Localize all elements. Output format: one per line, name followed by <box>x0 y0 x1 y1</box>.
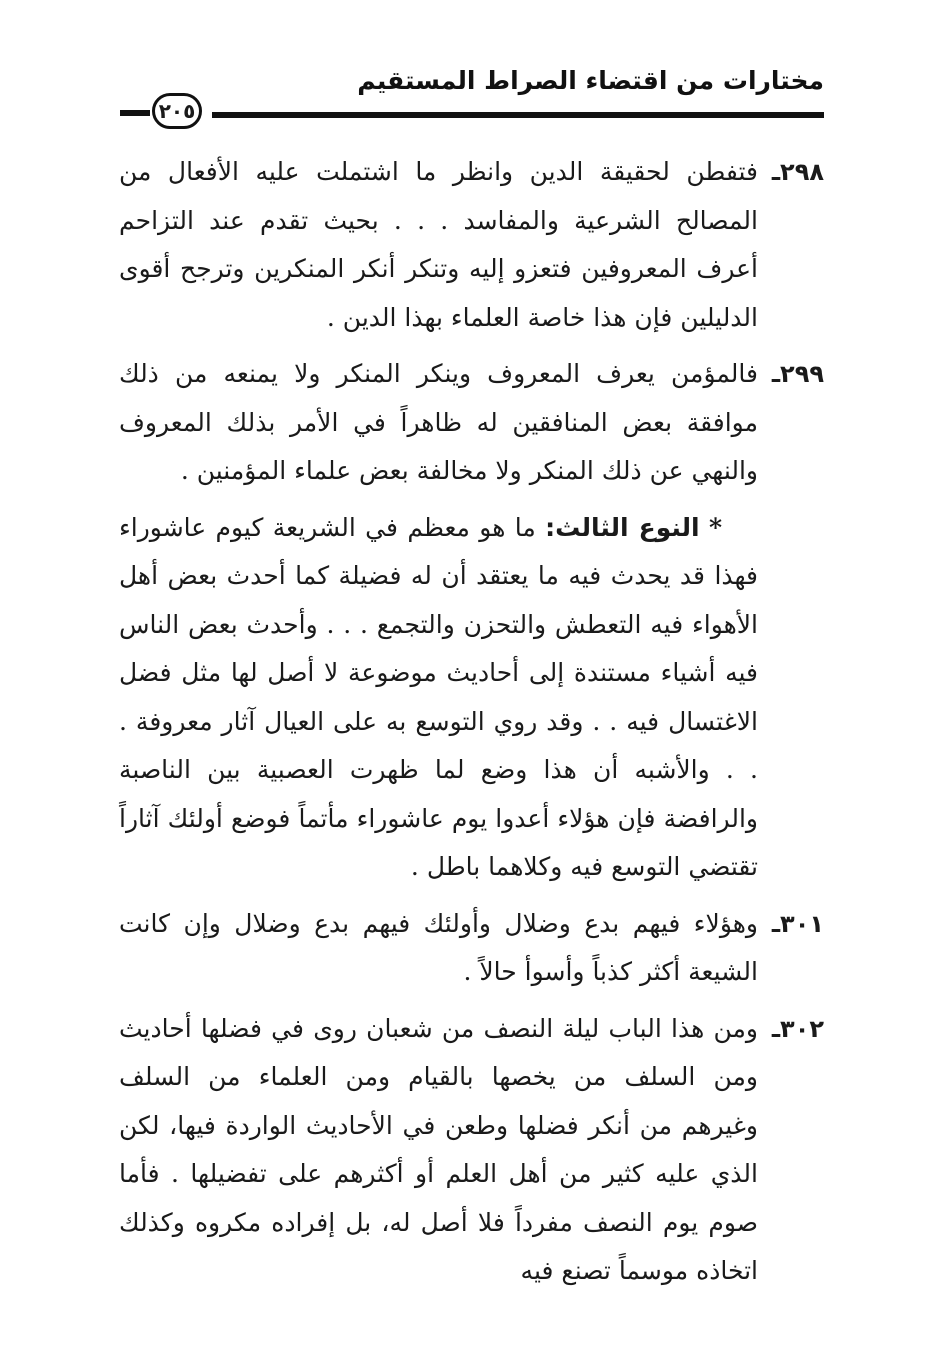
entry-number: ٣٠٢ـ <box>771 1014 824 1043</box>
entry-299 <box>119 350 824 496</box>
section-label: النوع الثالث: <box>545 512 700 542</box>
entry-number: ٢٩٨ـ <box>771 158 824 186</box>
page-body <box>119 148 824 1304</box>
header-rule-end <box>120 110 150 116</box>
entry-text: فالمؤمن يعرف المعروف وينكر المنكر ولا يمنعه من ذلك موافقة بعض المنافقين له ظاهراً في الأمر بذلك المعروف والنهي عن ذلك المنكر ولا مخالفة بعض علماء المؤمنين . <box>119 359 758 485</box>
section-third-type <box>119 504 758 892</box>
star-marker: * <box>708 512 723 542</box>
entry-text: فتفطن لحقيقة الدين وانظر ما اشتملت عليه الأفعال من المصالح الشرعية والمفاسد . . . بحيث تقدم عند التزاحم أعرف المعروفين فتعزو إليه وتنكر أنكر المنكرين وترجح أقوى الدليلين فإن هذا خاصة العلماء بهذا الدين . <box>119 157 758 332</box>
page-number: ٢٠٥ <box>152 93 202 129</box>
header-rule <box>212 112 824 118</box>
entry-number: ٢٩٩ـ <box>771 360 824 388</box>
entry-text: وهؤلاء فيهم بدع وضلال وأولئك فيهم بدع وضلال وإن كانت الشيعة أكثر كذباً وأسوأ حالاً . <box>119 908 758 986</box>
entry-302 <box>119 1005 824 1296</box>
entry-number: ٣٠١ـ <box>771 909 824 938</box>
section-text: ما هو معظم في الشريعة كيوم عاشوراء فهذا قد يحدث فيه ما يعتقد أن له فضيلة كما أحدث بعض أهل الأهواء فيه التعطش والتحزن والتجمع . . . وأحدث بعض الناس فيه أشياء مستندة إلى أحاديث موضوعة لا أصل لها مثل فضل الاغتسال فيه . . وقد روي التوسع به على العيال آثار معروفة . . . والأشبه أن هذا وضع لما ظهرت العصبية بين الناصبة والرافضة فإن هؤلاء أعدوا يوم عاشوراء مأتماً فوضع أولئك آثاراً تقتضي التوسع فيه وكلاهما باطل . <box>119 512 758 881</box>
entry-text: ومن هذا الباب ليلة النصف من شعبان روى في فضلها أحاديث ومن السلف من يخصها بالقيام ومن العلماء من السلف وغيرهم من أنكر فضلها وطعن في الأحاديث الواردة فيها، لكن الذي عليه كثير من أهل العلم أو أكثرهم على تفضيلها . فأما صوم يوم النصف مفرداً فلا أصل له، بل إفراده مكروه وكذلك اتخاذه موسماً تصنع فيه <box>119 1013 758 1285</box>
entry-298 <box>119 148 824 342</box>
running-title: مختارات من اقتضاء الصراط المستقيم <box>357 66 824 95</box>
entry-301 <box>119 900 824 997</box>
